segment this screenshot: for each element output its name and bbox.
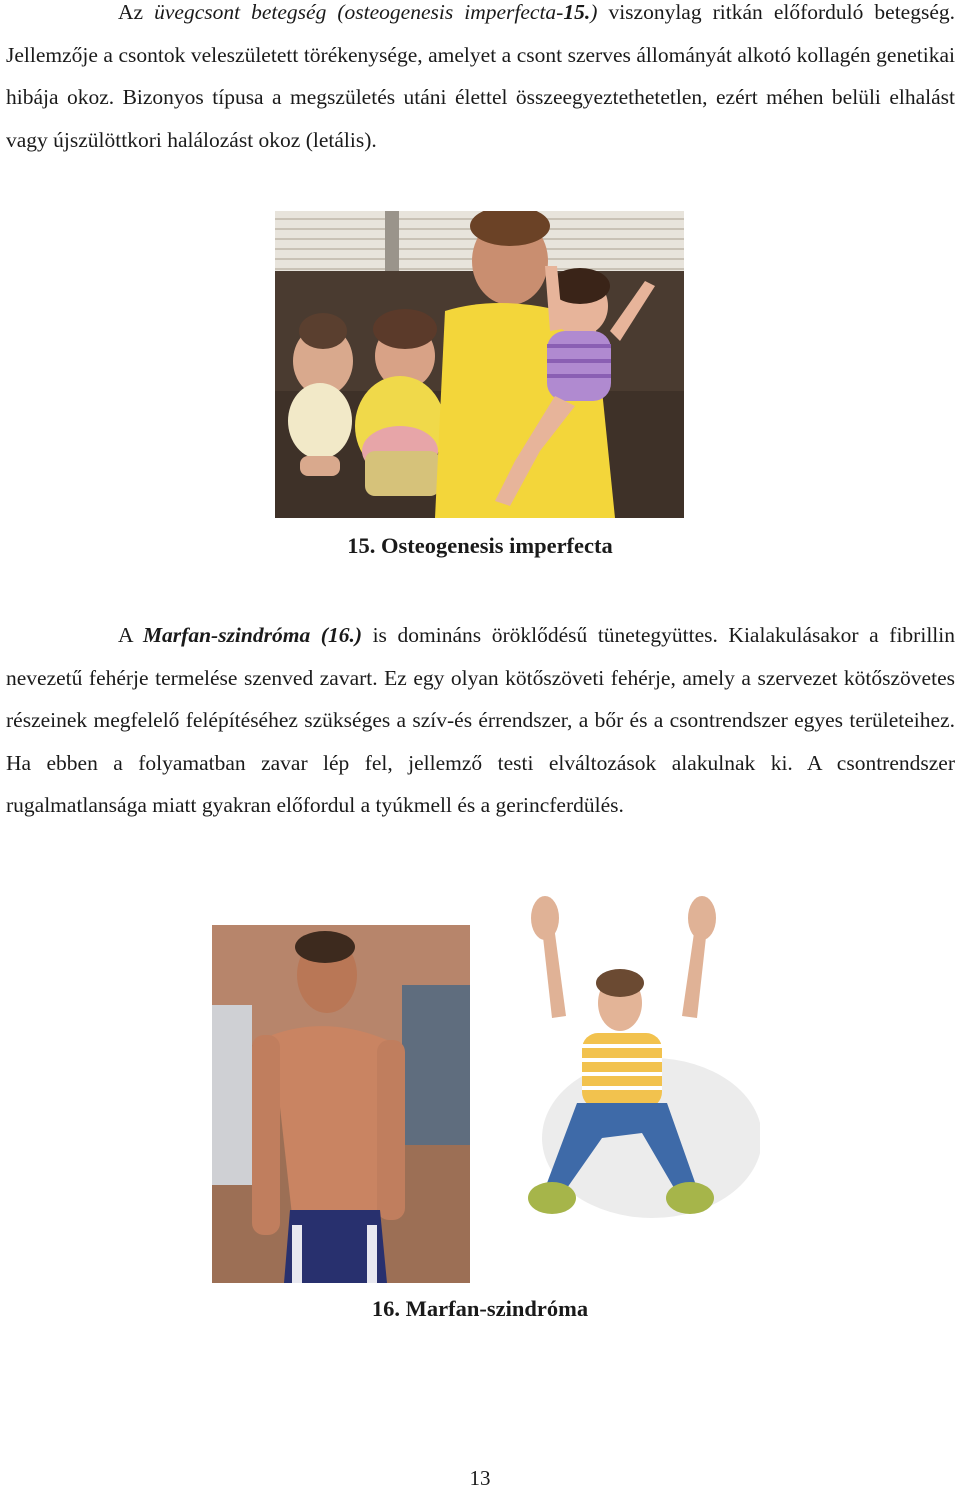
figure-ref-16: 16. — [327, 623, 355, 647]
paragraph-osteogenesis — [6, 0, 955, 161]
figure-caption-15: 15. Osteogenesis imperfecta — [347, 533, 613, 558]
osteogenesis-family-photo — [275, 211, 684, 518]
figure-caption-16: 16. Marfan-szindróma — [371, 1296, 589, 1321]
paragraph-body: is domináns öröklődésű tünetegyüttes. Kialakulásakor a fibrillin nevezetű fehérje termelése szenved zavart. Ez egy olyan kötőszöveti fehérje, amely a szervezet kötőszövetes részeinek megfelelő felépítéséhez szükséges a szív-és érrendszer, a bőr és a csontrendszer egyes területeihez. Ha ebben a folyamatban zavar lép fel, jellemző testi elváltozások alakulnak ki. A csontrendszer rugalmatlansága miatt gyakran előfordul a tyúkmell és a gerincferdülés. — [6, 623, 955, 817]
figure-ref-15: 15. — [563, 0, 591, 24]
paragraph-prefix: Az — [118, 0, 155, 24]
term-marfan: Marfan-szindróma (16.) — [142, 623, 362, 647]
marfan-swimmer-photo — [212, 925, 470, 1283]
term-osteogenesis: üvegcsont betegség (osteogenesis imperfecta-15.) — [154, 0, 598, 24]
paragraph-body: viszonylag ritkán előforduló betegség. Jellemzője a csontok veleszületett törékenysége, amelyet a csont szerves állományát alkotó kollagén genetikai hibája okoz. Bizonyos típusa a megszületés utáni élettel összeegyeztethetetlen, ezért méhen belüli elhalást vagy újszülöttkori halálozást okoz (letális). — [6, 0, 956, 152]
marfan-boy-photo — [482, 888, 760, 1248]
paragraph-marfan — [6, 614, 955, 827]
page-number: 13 — [469, 1466, 491, 1490]
paragraph-prefix: A — [118, 623, 143, 647]
